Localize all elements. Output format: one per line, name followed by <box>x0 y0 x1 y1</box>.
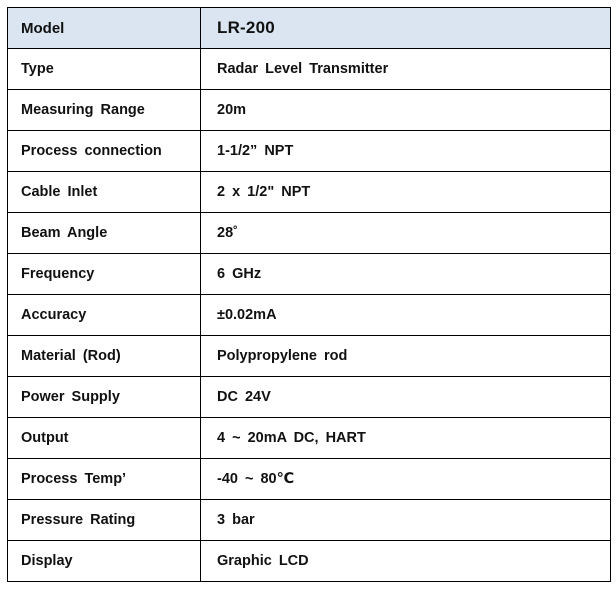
table-row <box>8 213 611 254</box>
table-row <box>8 172 611 213</box>
spec-value: Polypropylene rod <box>201 336 611 377</box>
spec-value: 4 ~ 20mA DC, HART <box>201 418 611 459</box>
table-row <box>8 254 611 295</box>
spec-value: 6 GHz <box>201 254 611 295</box>
spec-value: 1-1/2” NPT <box>201 131 611 172</box>
table-row <box>8 49 611 90</box>
spec-label: Accuracy <box>8 295 201 336</box>
spec-value: Radar Level Transmitter <box>201 49 611 90</box>
table-row <box>8 377 611 418</box>
header-label: Model <box>8 8 201 49</box>
spec-label: Cable Inlet <box>8 172 201 213</box>
table-row <box>8 541 611 582</box>
model-name: LR-200 <box>201 8 611 49</box>
spec-label: Output <box>8 418 201 459</box>
spec-value: ±0.02mA <box>201 295 611 336</box>
table-row <box>8 295 611 336</box>
table-header-row <box>8 8 611 49</box>
spec-label: Process connection <box>8 131 201 172</box>
spec-label: Power Supply <box>8 377 201 418</box>
spec-label: Measuring Range <box>8 90 201 131</box>
spec-value: 20m <box>201 90 611 131</box>
spec-label: Beam Angle <box>8 213 201 254</box>
spec-value: 3 bar <box>201 500 611 541</box>
spec-label: Process Temp’ <box>8 459 201 500</box>
table-row <box>8 336 611 377</box>
spec-label: Display <box>8 541 201 582</box>
table-row <box>8 500 611 541</box>
spec-value: DC 24V <box>201 377 611 418</box>
table-row <box>8 418 611 459</box>
table-row <box>8 459 611 500</box>
spec-value: Graphic LCD <box>201 541 611 582</box>
spec-label: Material (Rod) <box>8 336 201 377</box>
spec-label: Frequency <box>8 254 201 295</box>
spec-value: -40 ~ 80℃ <box>201 459 611 500</box>
spec-table <box>7 7 611 582</box>
spec-label: Type <box>8 49 201 90</box>
spec-label: Pressure Rating <box>8 500 201 541</box>
spec-value: 28˚ <box>201 213 611 254</box>
table-row <box>8 131 611 172</box>
spec-value: 2 x 1/2" NPT <box>201 172 611 213</box>
table-row <box>8 90 611 131</box>
